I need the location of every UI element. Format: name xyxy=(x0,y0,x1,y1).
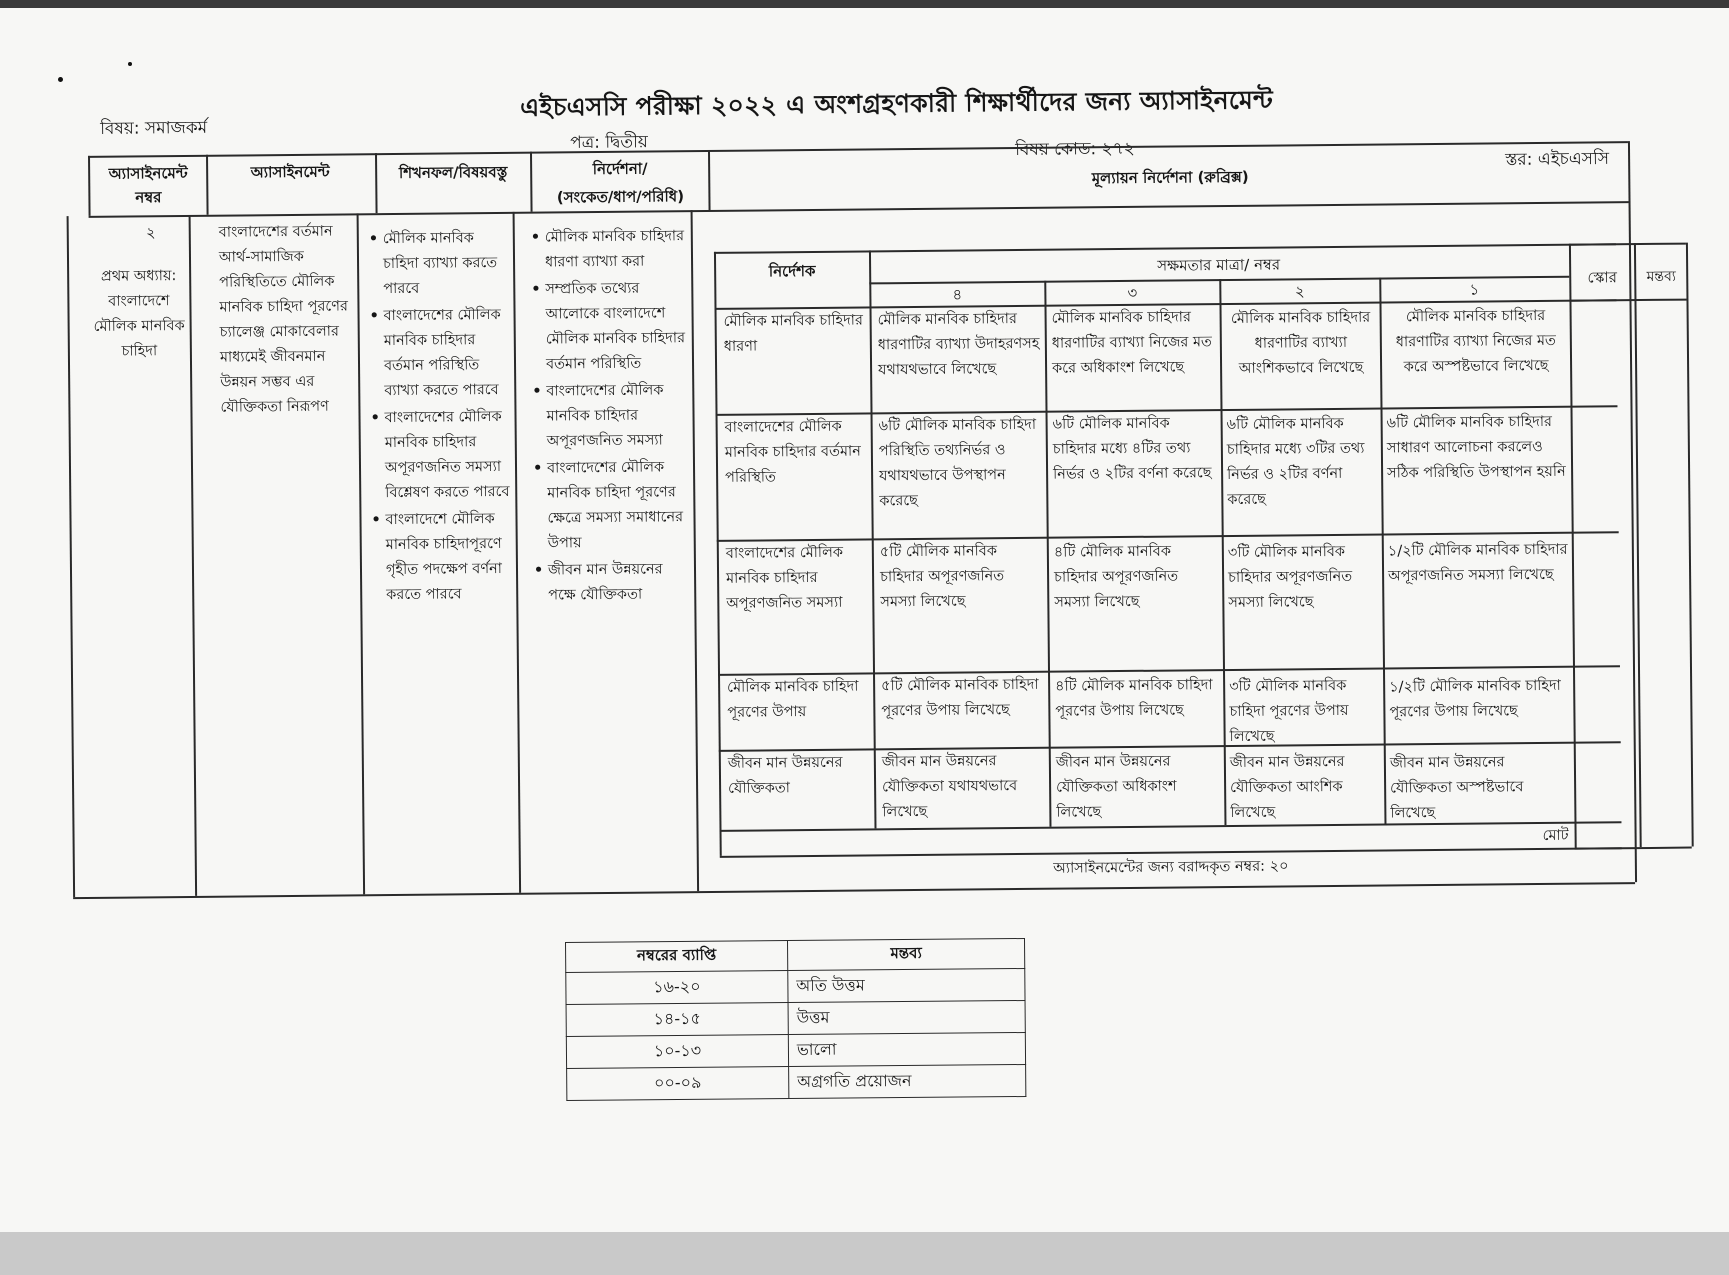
grade-remark: অগ্রগতি প্রয়োজন xyxy=(789,1064,1026,1098)
rubric-indicator: বাংলাদেশের মৌলিক মানবিক চাহিদার বর্তমান পরিস্থিতি xyxy=(724,418,861,486)
main-table-left-border xyxy=(88,156,90,216)
rubric-cell: ৩টি মৌলিক মানবিক চাহিদা পূরণের উপায় লিখেছে xyxy=(1229,677,1349,745)
header-direction-line1: নির্দেশনা/ xyxy=(592,159,648,179)
rubric-column-divider xyxy=(1569,244,1576,848)
header-evaluation: মূল্যায়ন নির্দেশনা (রুব্রিক্স) xyxy=(1091,167,1249,188)
rubric-left-border xyxy=(714,252,721,856)
grade-range: ১৬-২০ xyxy=(566,971,788,1005)
grade-row xyxy=(566,968,1025,1004)
rubric-cell: জীবন মান উন্নয়নের যৌক্তিকতা আংশিক লিখেছে xyxy=(1229,753,1345,821)
rubric-indicator: মৌলিক মানবিক চাহিদার ধারণা xyxy=(723,312,863,355)
outcome-item: • বাংলাদেশের মৌলিক মানবিক চাহিদার অপূরণজনিত সমস্যা বিশ্লেষণ করতে পারবে xyxy=(370,405,511,506)
grade-table-header-row xyxy=(566,938,1025,972)
rubric-cell: জীবন মান উন্নয়নের যৌক্তিকতা যথাযথভাবে লিখেছে xyxy=(881,753,1018,821)
subject-label: বিষয়: সমাজকর্ম xyxy=(100,117,208,139)
rubric-cell: ৪টি মৌলিক মানবিক চাহিদা পূরণের উপায় লিখেছে xyxy=(1055,677,1213,720)
rubric-cell: মৌলিক মানবিক চাহিদার ধারণাটির ব্যাখ্যা নিজের মত করে অধিকাংশ লিখেছে xyxy=(1051,309,1212,377)
main-table-bottom-border xyxy=(73,882,1635,898)
level-label: স্তর: এইচএসসি xyxy=(1505,148,1610,170)
rubric-remark-header: মন্তব্য xyxy=(1646,268,1676,285)
document-title: এইচএসসি পরীক্ষা ২০২২ এ অংশগ্রহণকারী শিক্ষার্থীদের জন্য অ্যাসাইনমেন্ট xyxy=(520,85,1274,122)
outcome-item: • বাংলাদেশে মৌলিক মানবিক চাহিদাপূরণে গৃহীত পদক্ষেপ বর্ণনা করতে পারবে xyxy=(371,507,512,608)
rubric-cell: জীবন মান উন্নয়নের যৌক্তিকতা অস্পষ্টভাবে লিখেছে xyxy=(1389,754,1524,822)
direction-item: • জীবন মান উন্নয়নের পক্ষে যৌক্তিকতা xyxy=(534,557,692,609)
rubric-cell: ৬টি মৌলিক মানবিক চাহিদার সাধারণ আলোচনা করলেও সঠিক পরিস্থিতি উপস্থাপন হয়নি xyxy=(1386,413,1566,482)
rubric-column-divider xyxy=(1044,281,1051,827)
rubric-cell: ৬টি মৌলিক মানবিক চাহিদা পরিস্থিতি তথ্যনির্ভর ও যথাযথভাবে উপস্থাপন করেছে xyxy=(878,416,1037,510)
rubric-cell: মৌলিক মানবিক চাহিদার ধারণাটির ব্যাখ্যা উদাহরণসহ যথাযথভাবে লিখেছে xyxy=(877,311,1040,379)
rubric-cell: জীবন মান উন্নয়নের যৌক্তিকতা অধিকাংশ লিখেছে xyxy=(1055,753,1177,821)
main-table-left-border xyxy=(67,216,75,897)
outcome-list xyxy=(369,226,513,610)
main-table-top-border xyxy=(88,141,1628,157)
rubric-allocated-marks: অ্যাসাইনমেন্টের জন্য বরাদ্দকৃত নম্বর: ২০ xyxy=(1053,858,1289,877)
rubric-cell: ১/২টি মৌলিক মানবিক চাহিদা পূরণের উপায় লিখেছে xyxy=(1389,677,1561,721)
rubric-column-divider xyxy=(1219,279,1226,825)
main-table-header-bottom-border xyxy=(89,201,1629,217)
rubric-level-4: ৪ xyxy=(952,285,963,304)
column-divider xyxy=(206,155,208,215)
rubric-column-divider xyxy=(1379,278,1386,824)
grade-remark-header: মন্তব্য xyxy=(787,938,1024,970)
rubric-right-border xyxy=(1686,243,1693,847)
column-divider xyxy=(513,212,521,893)
assignment-number: ২ xyxy=(145,225,156,242)
grade-range: ১০-১৩ xyxy=(566,1035,788,1069)
grade-range: ০০-০৯ xyxy=(567,1067,789,1101)
grade-range-header: নম্বরের ব্যাপ্তি xyxy=(566,941,788,973)
grade-table xyxy=(565,938,1026,1101)
rubric-indicator: মৌলিক মানবিক চাহিদা পূরণের উপায় xyxy=(727,678,859,721)
direction-item: • মৌলিক মানবিক চাহিদার ধারণা ব্যাখ্যা করা xyxy=(531,224,689,276)
rubric-cell: ৪টি মৌলিক মানবিক চাহিদার অপূরণজনিত সমস্যা লিখেছে xyxy=(1053,543,1179,611)
grade-row xyxy=(567,1064,1026,1100)
rubric-cell: ৬টি মৌলিক মানবিক চাহিদার মধ্যে ৪টির তথ্য নির্ভর ও ২টির বর্ণনা করেছে xyxy=(1052,415,1212,483)
assignment-text: বাংলাদেশের বর্তমান আর্থ-সামাজিক পরিস্থিতিতে মৌলিক মানবিক চাহিদা পূরণের চ্যালেঞ্জ মোকাবেলার মাধ্যমেই জীবনমান উন্নয়ন সম্ভব এর যৌক্তিকতা নিরূপণ xyxy=(218,223,349,416)
rubric-score-header: স্কোর xyxy=(1587,268,1618,287)
rubric-total-label: মোট xyxy=(1542,827,1569,844)
grade-remark: উত্তম xyxy=(788,1000,1025,1034)
rubric-level-3: ৩ xyxy=(1127,283,1138,302)
rubric-cell: ৩টি মৌলিক মানবিক চাহিদার অপূরণজনিত সমস্যা লিখেছে xyxy=(1227,543,1353,611)
rubric-row-border xyxy=(1569,299,1686,302)
rubric-total-border xyxy=(1575,847,1692,850)
header-assignment: অ্যাসাইনমেন্ট xyxy=(250,162,330,182)
column-divider xyxy=(189,215,197,896)
rubric-top-border xyxy=(1569,243,1686,246)
column-divider xyxy=(375,153,377,213)
column-divider xyxy=(530,152,532,212)
rubric-level-1: ১ xyxy=(1469,280,1480,299)
grade-remark: অতি উত্তম xyxy=(788,968,1025,1002)
grade-remark: ভালো xyxy=(788,1032,1025,1066)
direction-list xyxy=(531,224,693,610)
rubric-indicator: বাংলাদেশের মৌলিক মানবিক চাহিদার অপূরণজনিত সমস্যা xyxy=(725,544,844,612)
subject-code-label: বিষয় কোড: ২৭২ xyxy=(1015,138,1135,160)
direction-item: • বাংলাদেশের মৌলিক মানবিক চাহিদার অপূরণজনিত সমস্যা xyxy=(532,378,691,455)
rubric-cell: ৫টি মৌলিক মানবিক চাহিদার অপূরণজনিত সমস্যা লিখেছে xyxy=(879,543,1005,611)
direction-item: • বাংলাদেশের মৌলিক মানবিক চাহিদা পূরণের ক্ষেত্রে সমস্যা সমাধানের উপায় xyxy=(533,455,692,557)
rubric-level-2: ২ xyxy=(1294,282,1305,301)
rubric-cell: মৌলিক মানবিক চাহিদার ধারণাটির ব্যাখ্যা নিজের মত করে অস্পষ্টভাবে লিখেছে xyxy=(1395,307,1556,376)
paper-label: পত্র: দ্বিতীয় xyxy=(570,132,649,153)
rubric-cell: ৬টি মৌলিক মানবিক চাহিদার মধ্যে ৩টির তথ্য নির্ভর ও ২টির বর্ণনা করেছে xyxy=(1226,415,1365,509)
header-outcome: শিখনফল/বিষয়বস্তু xyxy=(398,162,508,182)
rubric-cell: মৌলিক মানবিক চাহিদার ধারণাটির ব্যাখ্যা আংশিকভাবে লিখেছে xyxy=(1230,309,1371,377)
grade-row xyxy=(566,1032,1025,1068)
grade-range: ১৪-১৫ xyxy=(566,1003,788,1037)
grade-row xyxy=(566,1000,1025,1036)
direction-item: • সম্প্রতিক তথ্যের আলোকে বাংলাদেশে মৌলিক মানবিক চাহিদার বর্তমান পরিস্থিতি xyxy=(531,276,690,378)
chapter-title: প্রথম অধ্যায়: বাংলাদেশে মৌলিক মানবিক চাহিদা xyxy=(93,268,185,360)
header-direction-line2: (সংকেত/ধাপ/পরিধি) xyxy=(556,187,685,207)
rubric-cell: ১/২টি মৌলিক মানবিক চাহিদার অপূরণজনিত সমস্যা লিখেছে xyxy=(1387,541,1568,585)
column-divider xyxy=(708,150,710,210)
outcome-item: • মৌলিক মানবিক চাহিদা ব্যাখ্যা করতে পারবে xyxy=(369,226,510,302)
scan-bottom-edge xyxy=(0,1232,1729,1275)
rubric-cell: ৫টি মৌলিক মানবিক চাহিদা পূরণের উপায় লিখেছে xyxy=(881,676,1039,720)
column-divider xyxy=(357,213,365,894)
header-assignment-no: অ্যাসাইনমেন্ট নম্বর xyxy=(108,163,188,207)
rubric-indicator-header: নির্দেশক xyxy=(768,261,816,281)
outcome-item: • বাংলাদেশের মৌলিক মানবিক চাহিদার বর্তমান পরিস্থিতি ব্যাখ্যা করতে পারবে xyxy=(369,303,510,404)
rubric-indicator: জীবন মান উন্নয়নের যৌক্তিকতা xyxy=(727,754,843,797)
rubric-level-header: সক্ষমতার মাত্রা/ নম্বর xyxy=(1157,255,1281,275)
